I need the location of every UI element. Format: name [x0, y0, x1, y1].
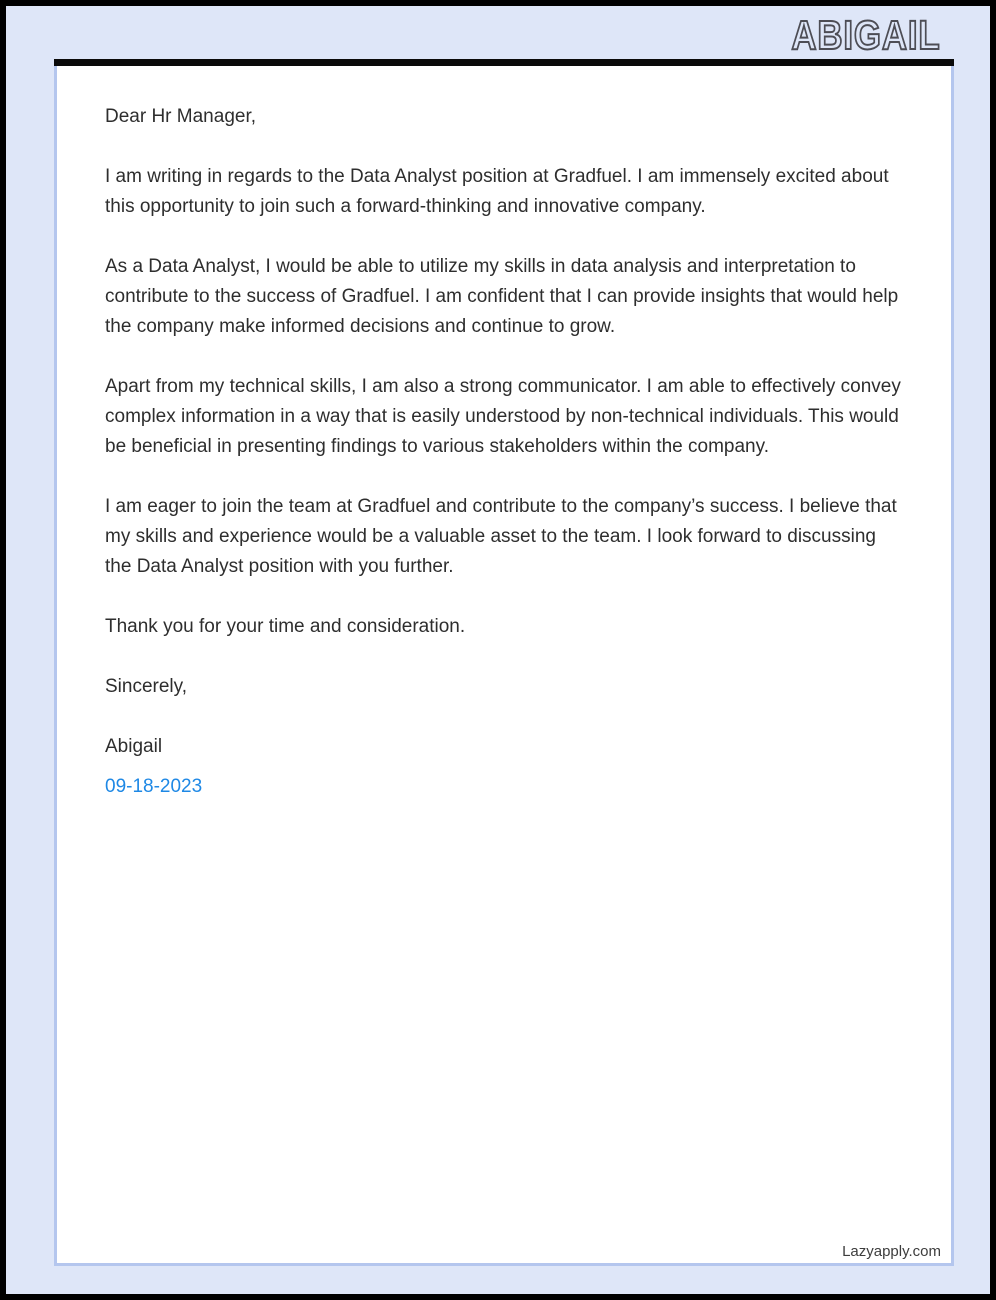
paragraph-intro: I am writing in regards to the Data Analyst position at Gradfuel. I am immensely excited about this opportunity to join such a forward-thinking and innovative company.: [105, 166, 889, 217]
closing-line: Sincerely,: [105, 676, 188, 697]
letter-date: 09-18-2023: [105, 776, 203, 797]
paragraph-closing-interest: I am eager to join the team at Gradfuel and contribute to the company’s success. I believe that my skills and experience would be a valuable asset to the team. I look forward to discussing the Data Analyst position with you further.: [105, 496, 897, 577]
salutation: Dear Hr Manager,: [105, 106, 257, 127]
paragraph-skills: As a Data Analyst, I would be able to utilize my skills in data analysis and interpretation to contribute to the success of Gradfuel. I am confident that I can provide insights that would help the company make informed decisions and continue to grow.: [105, 256, 899, 337]
brand-title: ABIGAIL: [791, 12, 941, 58]
signature-name: Abigail: [105, 736, 163, 757]
letter-page: [54, 66, 954, 1266]
paragraph-communication: Apart from my technical skills, I am also a strong communicator. I am able to effectively convey complex information in a way that is easily understood by non-technical individuals. This would be beneficial in presenting findings to various stakeholders within the company.: [105, 376, 901, 457]
watermark-lazyapply: Lazyapply.com: [842, 1243, 941, 1260]
header-divider: [54, 59, 954, 66]
thank-you-line: Thank you for your time and consideration.: [105, 616, 466, 637]
